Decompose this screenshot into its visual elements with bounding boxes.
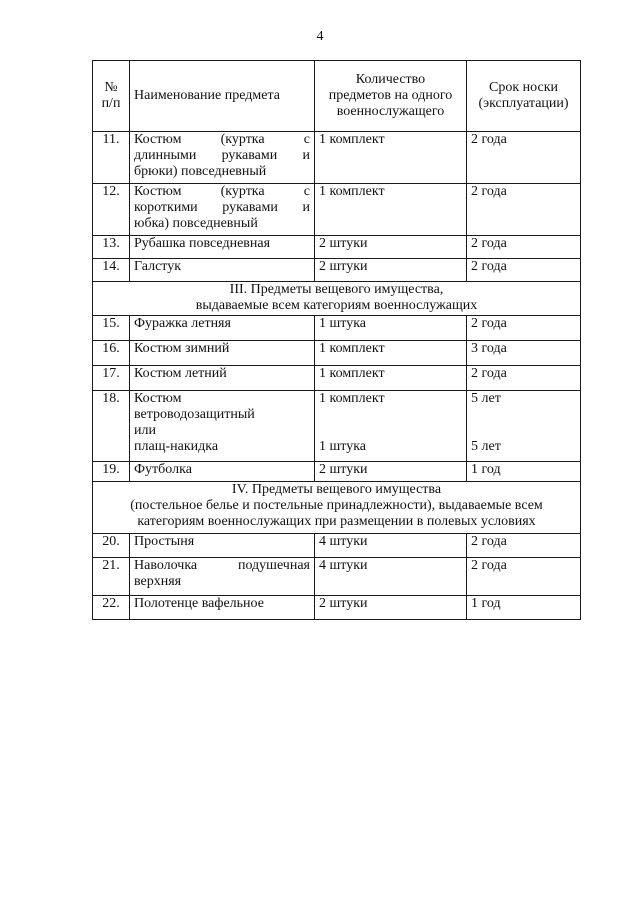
- item-qty: 2 штуки: [315, 236, 467, 259]
- item-term: 2 года: [467, 184, 581, 236]
- item-term: 2 года: [467, 132, 581, 184]
- row-number: 16.: [93, 341, 130, 366]
- section-title-4: IV. Предметы вещевого имущества (постельное белье и постельные принадлежности), выдаваемые всем категориям военнослужащих при размещении в полевых условиях: [93, 482, 581, 534]
- item-term: 2 года: [467, 534, 581, 558]
- row-number: 17.: [93, 366, 130, 391]
- table-row: [93, 596, 581, 620]
- table-row: [93, 316, 581, 341]
- table-row: [93, 462, 581, 482]
- item-term: 1 год: [467, 462, 581, 482]
- item-term: 2 года: [467, 236, 581, 259]
- item-term: 2 года: [467, 366, 581, 391]
- table-row: [93, 132, 581, 184]
- row-number: 20.: [93, 534, 130, 558]
- item-name: Костюм (куртка с короткими рукавами и юбка) повседневный: [130, 184, 315, 236]
- table-row: [93, 341, 581, 366]
- item-qty: 2 штуки: [315, 596, 467, 620]
- row-number: 18.: [93, 391, 130, 462]
- table-header-row: [93, 61, 581, 132]
- row-number: 19.: [93, 462, 130, 482]
- item-term: 2 года: [467, 558, 581, 596]
- row-number: 21.: [93, 558, 130, 596]
- item-term: 5 лет 5 лет: [467, 391, 581, 462]
- item-qty: 1 комплект: [315, 341, 467, 366]
- clothing-norms-table: [92, 60, 581, 620]
- item-name: Простыня: [130, 534, 315, 558]
- item-qty: 1 комплект 1 штука: [315, 391, 467, 462]
- row-number: 14.: [93, 259, 130, 282]
- item-name: Костюм летний: [130, 366, 315, 391]
- item-name: Наволочка подушечная верхняя: [130, 558, 315, 596]
- row-number: 11.: [93, 132, 130, 184]
- page-number: 4: [316, 29, 324, 44]
- section-title-3: III. Предметы вещевого имущества, выдаваемые всем категориям военнослужащих: [93, 282, 581, 316]
- item-qty: 1 штука: [315, 316, 467, 341]
- item-name: Костюм (куртка с длинными рукавами и брюки) повседневный: [130, 132, 315, 184]
- table-row: [93, 558, 581, 596]
- row-number: 13.: [93, 236, 130, 259]
- item-qty: 1 комплект: [315, 366, 467, 391]
- item-term: 3 года: [467, 341, 581, 366]
- item-name: Фуражка летняя: [130, 316, 315, 341]
- header-name: Наименование предмета: [130, 61, 315, 132]
- item-term: 2 года: [467, 259, 581, 282]
- table-row: [93, 534, 581, 558]
- item-name: Костюм ветроводозащитный или плащ-накидка: [130, 391, 315, 462]
- row-number: 22.: [93, 596, 130, 620]
- item-qty: 2 штуки: [315, 259, 467, 282]
- item-term: 2 года: [467, 316, 581, 341]
- item-qty: 1 комплект: [315, 132, 467, 184]
- item-qty: 1 комплект: [315, 184, 467, 236]
- header-qty: Количество предметов на одного военнослужащего: [315, 61, 467, 132]
- header-term: Срок носки (эксплуатации): [467, 61, 581, 132]
- item-name: Рубашка повседневная: [130, 236, 315, 259]
- section-heading-row: [93, 282, 581, 316]
- item-term: 1 год: [467, 596, 581, 620]
- item-name: Футболка: [130, 462, 315, 482]
- item-qty: 2 штуки: [315, 462, 467, 482]
- item-name: Костюм зимний: [130, 341, 315, 366]
- header-num: № п/п: [93, 61, 130, 132]
- table-row: [93, 184, 581, 236]
- row-number: 15.: [93, 316, 130, 341]
- item-name: Полотенце вафельное: [130, 596, 315, 620]
- row-number: 12.: [93, 184, 130, 236]
- item-qty: 4 штуки: [315, 534, 467, 558]
- item-qty: 4 штуки: [315, 558, 467, 596]
- item-name: Галстук: [130, 259, 315, 282]
- section-heading-row: [93, 482, 581, 534]
- table-row: [93, 366, 581, 391]
- table-row: [93, 259, 581, 282]
- table-row: [93, 391, 581, 462]
- table-row: [93, 236, 581, 259]
